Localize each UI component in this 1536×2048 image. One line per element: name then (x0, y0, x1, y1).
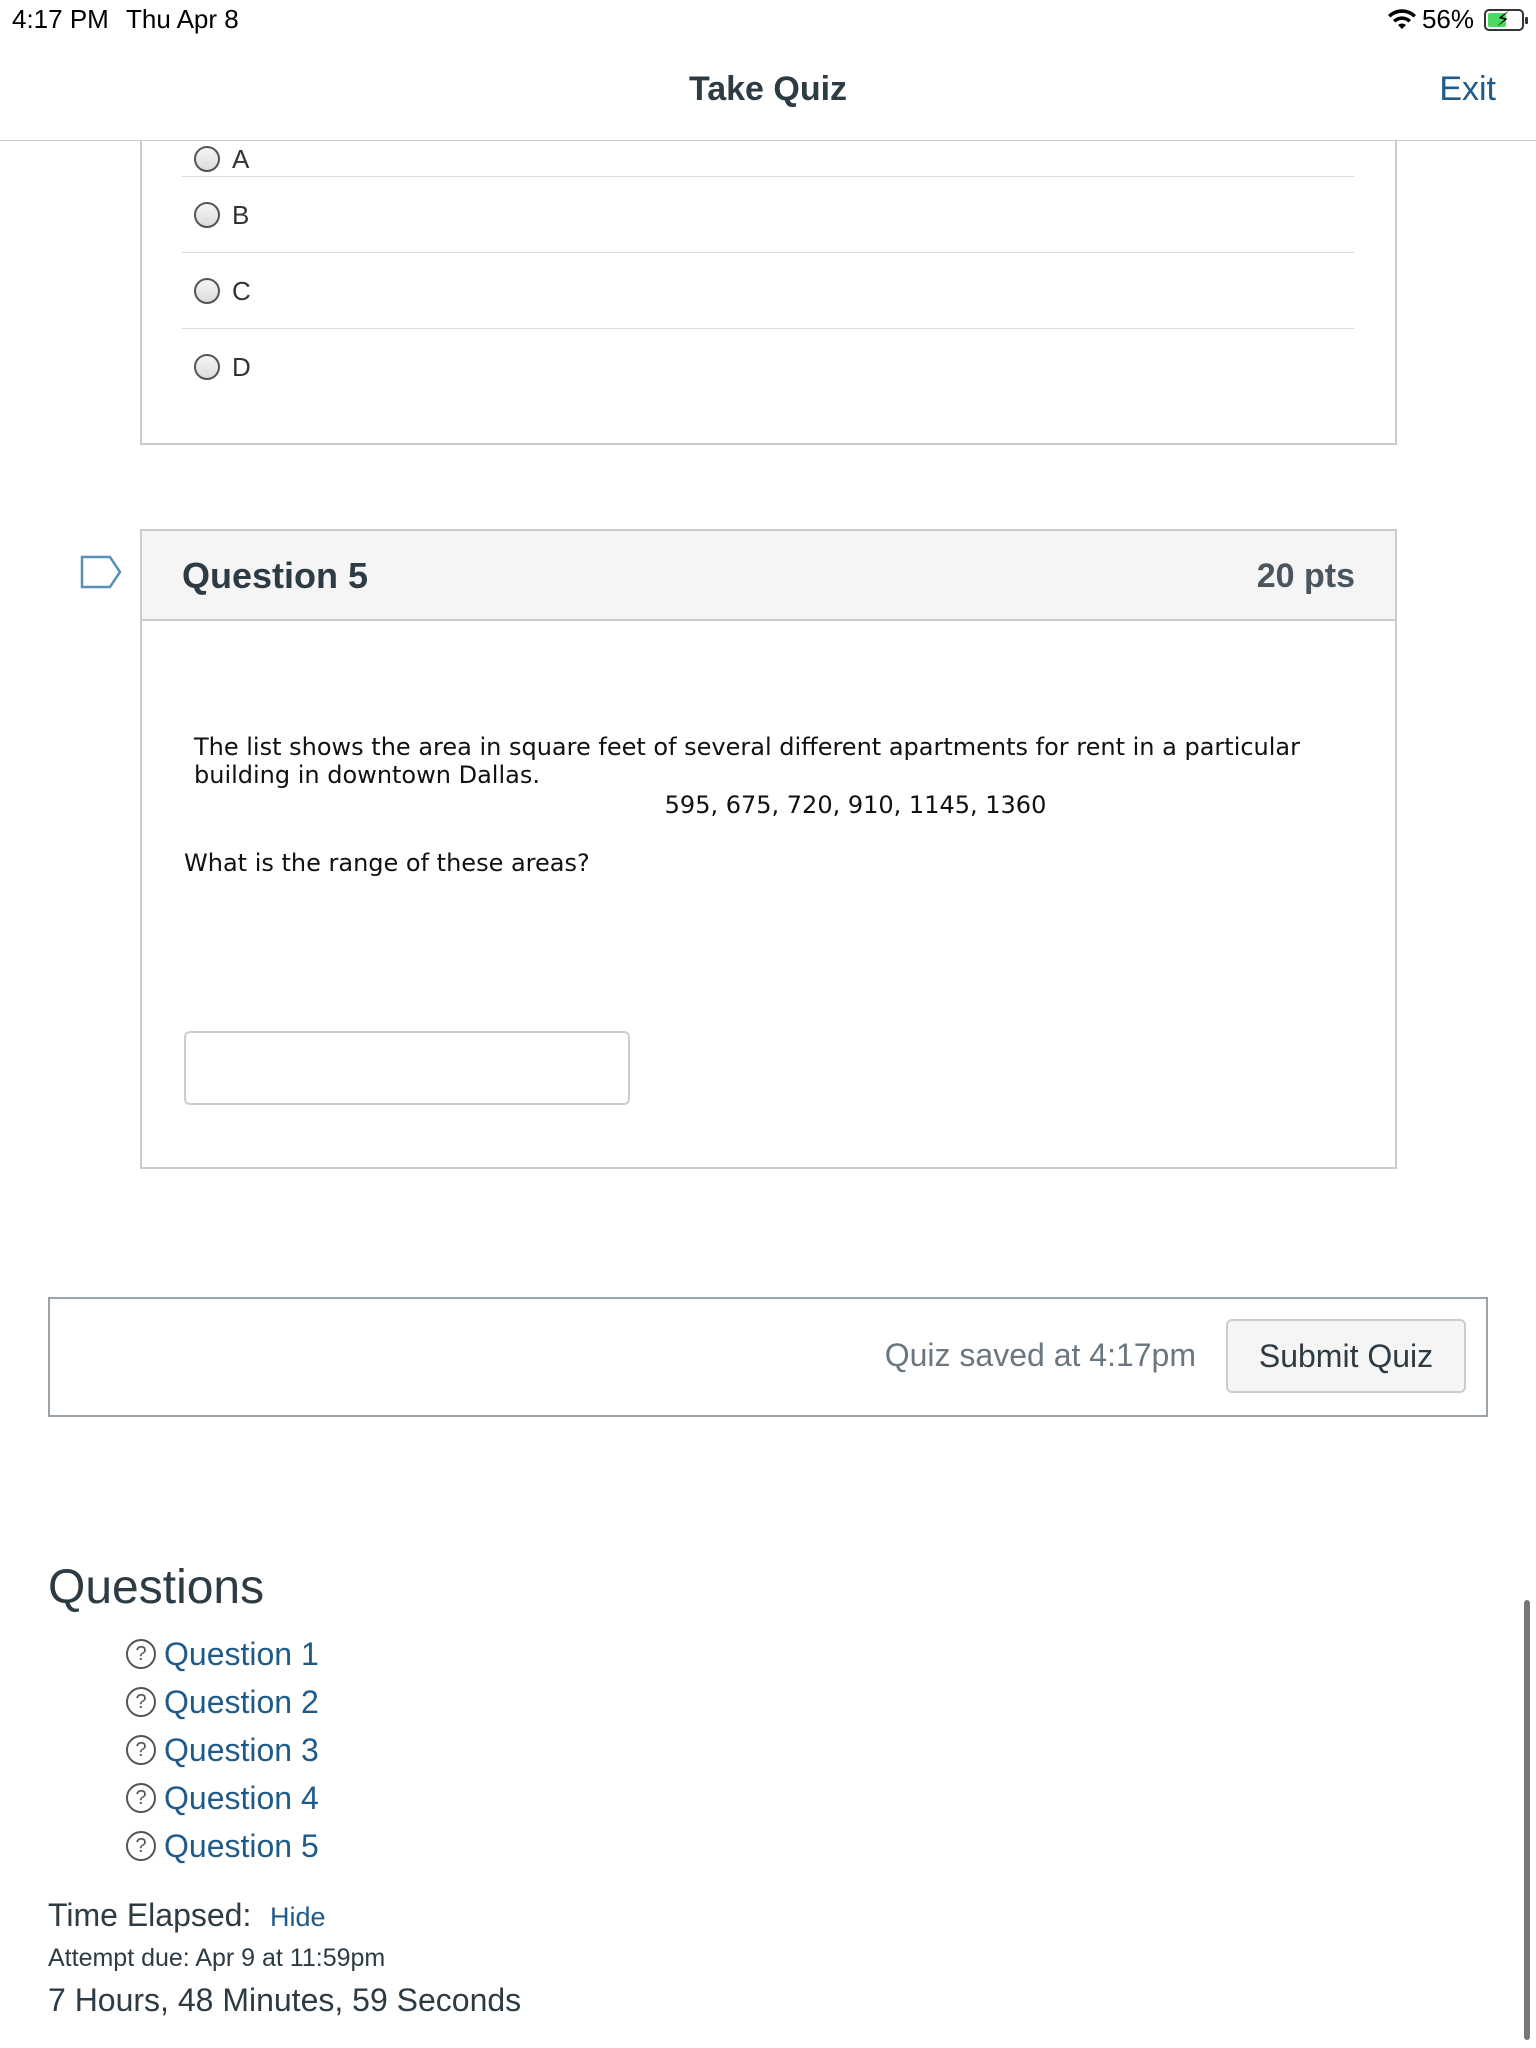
answer-option-b[interactable] (182, 176, 1354, 253)
question-link-label[interactable]: Question 1 (164, 1635, 319, 1672)
radio-button[interactable] (194, 278, 220, 304)
bookmark-flag-icon[interactable] (80, 555, 122, 589)
elapsed-time-value: 7 Hours, 48 Minutes, 59 Seconds (48, 1982, 522, 2018)
quiz-footer (48, 1297, 1488, 1417)
question-text: The list shows the area in square feet of several different apartments for rent in a particular building in downtown Dallas. (194, 733, 1301, 789)
time-elapsed-label: Time Elapsed: (48, 1897, 252, 1933)
question-link-2[interactable] (126, 1678, 319, 1726)
wifi-icon (1388, 9, 1416, 31)
question-points: 20 pts (1256, 557, 1355, 595)
nav-bar (0, 40, 1536, 141)
radio-button[interactable] (194, 202, 220, 228)
answer-label: C (232, 275, 251, 306)
question-link-label[interactable]: Question 2 (164, 1683, 319, 1720)
question-link-3[interactable] (126, 1726, 319, 1774)
question-circle-icon: ? (126, 1831, 156, 1861)
radio-button[interactable] (194, 354, 220, 380)
answer-label: B (232, 199, 250, 230)
question-values-list: 595, 675, 720, 910, 1145, 1360 (664, 791, 1047, 819)
question-title: Question 5 (182, 555, 369, 596)
question-circle-icon: ? (126, 1687, 156, 1717)
previous-question-card (140, 120, 1397, 445)
question-link-4[interactable] (126, 1774, 319, 1822)
question-link-label[interactable]: Question 5 (164, 1827, 319, 1864)
question-5-card (140, 529, 1397, 1169)
battery-percent: 56% (1421, 4, 1474, 34)
page-title: Take Quiz (688, 70, 848, 108)
answer-option-d[interactable] (182, 328, 1354, 405)
radio-button[interactable] (194, 146, 220, 172)
question-prompt: What is the range of these areas? (184, 849, 590, 877)
attempt-due-text: Attempt due: Apr 9 at 11:59pm (48, 1944, 386, 1972)
questions-heading: Questions (48, 1561, 265, 1614)
question-link-label[interactable]: Question 3 (164, 1731, 319, 1768)
question-link-1[interactable] (126, 1630, 319, 1678)
question-header (142, 531, 1395, 621)
status-time: 4:17 PM (12, 4, 109, 34)
hide-timer-link[interactable]: Hide (270, 1902, 326, 1932)
scrollbar[interactable] (1524, 1600, 1530, 2040)
submit-quiz-button[interactable]: Submit Quiz (1226, 1319, 1466, 1393)
save-status: Quiz saved at 4:17pm (884, 1337, 1196, 1373)
question-circle-icon: ? (126, 1639, 156, 1669)
question-link-label[interactable]: Question 4 (164, 1779, 319, 1816)
questions-list (126, 1630, 319, 1870)
question-circle-icon: ? (126, 1735, 156, 1765)
answer-input[interactable] (184, 1031, 630, 1105)
answer-option-c[interactable] (182, 252, 1354, 329)
charging-bolt-icon: ⚡ (1496, 8, 1511, 31)
battery-charging-icon (1484, 9, 1524, 31)
answer-label: D (232, 351, 251, 382)
status-date: Thu Apr 8 (126, 4, 239, 34)
question-circle-icon: ? (126, 1783, 156, 1813)
question-link-5[interactable] (126, 1822, 319, 1870)
status-right (1388, 4, 1524, 35)
status-bar (0, 0, 1536, 40)
answer-label: A (232, 143, 250, 174)
exit-button[interactable]: Exit (1439, 70, 1496, 108)
